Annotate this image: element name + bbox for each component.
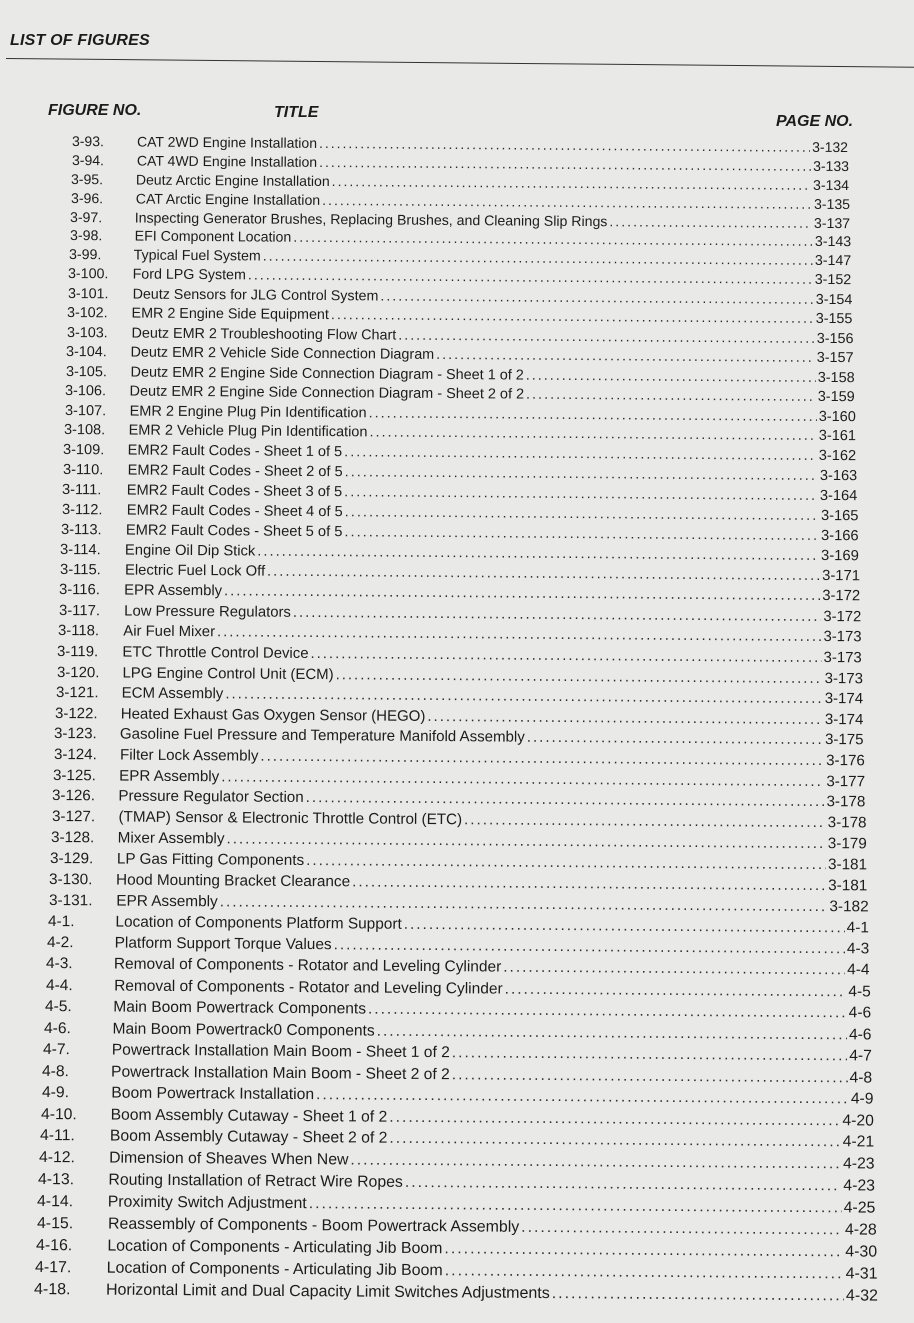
figure-number: 3-116. [59, 582, 101, 599]
dot-leader [311, 645, 822, 666]
figure-number: 3-129. [50, 849, 94, 868]
dot-leader [316, 1086, 849, 1108]
figure-page-number: 3-173 [824, 669, 863, 687]
figure-number: 4-6. [43, 1019, 71, 1037]
dot-leader [219, 893, 827, 916]
dot-leader [368, 405, 816, 425]
figure-title: EMR2 Fault Codes - Sheet 4 of 5 [126, 502, 343, 521]
figure-title: Main Boom Powertrack Components [113, 998, 366, 1018]
figure-page-number: 4-25 [844, 1199, 876, 1217]
dot-leader [335, 666, 822, 687]
figure-page-number: 3-154 [815, 291, 853, 308]
figure-title: Filter Lock Assembly [119, 746, 259, 765]
figure-title: Mixer Assembly [117, 829, 225, 848]
figure-number: 3-114. [60, 541, 102, 559]
figure-title: Deutz Sensors for JLG Control System [132, 286, 379, 305]
figure-page-number: 4-5 [847, 983, 871, 1001]
figure-title: Low Pressure Regulators [123, 603, 291, 621]
figure-page-number: 3-178 [826, 793, 866, 811]
figure-page-number: 3-134 [813, 176, 850, 193]
figure-title: Deutz Arctic Engine Installation [135, 171, 330, 189]
dot-leader [405, 1174, 842, 1195]
figure-page-number: 3-147 [814, 253, 852, 270]
dot-leader [267, 564, 820, 584]
figure-title: Boom Assembly Cutaway - Sheet 1 of 2 [110, 1106, 388, 1126]
dot-leader [552, 1285, 844, 1305]
figure-title: Main Boom Powertrack0 Components [112, 1020, 375, 1040]
figure-page-number: 3-174 [825, 710, 864, 728]
figure-page-number: 3-169 [821, 547, 860, 565]
figure-number: 4-16. [35, 1236, 73, 1255]
figure-page-number: 3-166 [821, 527, 859, 545]
figure-title: Inspecting Generator Brushes, Replacing Brushes, and Cleaning Slip Rings [134, 209, 608, 230]
figure-title: Routing Installation of Retract Wire Ropes [108, 1171, 404, 1191]
figure-title: Air Fuel Mixer [123, 623, 215, 641]
figure-page-number: 3-171 [821, 568, 860, 585]
column-header-figure-no: FIGURE NO. [48, 102, 142, 119]
dot-leader [377, 1022, 847, 1044]
dot-leader [319, 135, 810, 155]
figure-number: 3-128. [50, 828, 95, 847]
figure-row [34, 1281, 878, 1308]
figure-title: Deutz EMR 2 Vehicle Side Connection Diagram [130, 344, 435, 363]
figure-title: Dimension of Sheaves When New [109, 1149, 349, 1169]
figure-page-number: 3-181 [828, 877, 868, 895]
figure-page-number: 3-162 [819, 448, 857, 465]
figure-page-number: 3-137 [813, 214, 851, 232]
figure-page-number: 4-23 [843, 1155, 875, 1173]
figure-page-number: 4-9 [850, 1090, 874, 1108]
figure-number: 3-120. [56, 663, 99, 681]
figure-page-number: 3-177 [826, 772, 866, 790]
dot-leader [444, 1240, 843, 1261]
dot-leader [319, 154, 811, 174]
figure-title: EMR 2 Engine Plug Pin Identification [129, 403, 367, 422]
figure-number: 3-109. [63, 442, 105, 459]
dot-leader [427, 707, 823, 727]
figure-number: 3-113. [60, 521, 102, 539]
figure-title: EMR2 Fault Codes - Sheet 1 of 5 [128, 442, 343, 461]
dot-leader [368, 1001, 847, 1023]
dot-leader [344, 464, 817, 484]
figure-number: 3-102. [67, 305, 109, 322]
dot-leader [527, 729, 823, 748]
figure-number: 3-94. [71, 151, 104, 169]
figure-title: Deutz EMR 2 Engine Side Connection Diagram - Sheet 2 of 2 [129, 383, 525, 403]
figure-page-number: 3-157 [817, 349, 854, 367]
dot-leader [306, 852, 826, 873]
figure-title: Deutz EMR 2 Engine Side Connection Diagram - Sheet 1 of 2 [130, 364, 524, 384]
dot-leader [344, 504, 818, 524]
figure-page-number: 4-21 [842, 1133, 875, 1152]
figure-number: 3-125. [53, 766, 97, 784]
dot-leader [389, 1130, 840, 1152]
figure-page-number: 4-6 [848, 1004, 872, 1022]
dot-leader [306, 789, 825, 810]
dot-leader [445, 1262, 844, 1283]
figure-title: LP Gas Fitting Components [117, 850, 305, 869]
column-header-title: TITLE [274, 104, 319, 121]
figure-page-number: 3-164 [820, 487, 858, 505]
figure-title: Heated Exhaust Gas Oxygen Sensor (HEGO) [120, 705, 426, 725]
dot-leader [263, 249, 813, 269]
dot-leader [526, 387, 816, 405]
dot-leader [225, 685, 823, 707]
dot-leader [369, 425, 816, 445]
figure-number: 4-1. [47, 913, 75, 931]
figure-title: (TMAP) Sensor & Electronic Throttle Control (ETC) [118, 808, 462, 829]
figure-title: ETC Throttle Control Device [122, 643, 309, 663]
dot-leader [332, 173, 811, 193]
dot-leader [398, 327, 815, 346]
figure-page-number: 3-152 [815, 272, 852, 289]
figure-page-number: 3-179 [827, 835, 867, 853]
figure-title: Proximity Switch Adjustment [108, 1193, 308, 1213]
dot-leader [464, 811, 826, 831]
figure-number: 4-11. [39, 1127, 75, 1145]
figure-page-number: 4-3 [847, 940, 870, 958]
figure-page-number: 3-181 [828, 856, 868, 874]
figure-number: 3-106. [65, 383, 107, 400]
figure-title: EPR Assembly [124, 582, 223, 600]
figure-page-number: 4-6 [848, 1025, 872, 1044]
figure-page-number: 3-159 [817, 389, 856, 406]
figure-number: 3-124. [53, 745, 97, 764]
figure-page-number: 3-173 [823, 649, 862, 667]
figure-title: Location of Components Platform Support [115, 913, 402, 933]
figure-title: Electric Fuel Lock Off [124, 562, 265, 580]
figure-title: EMR2 Fault Codes - Sheet 5 of 5 [125, 522, 343, 541]
figure-number: 3-115. [59, 562, 101, 579]
figure-number: 3-111. [62, 481, 102, 499]
figure-title: EPR Assembly [119, 767, 220, 785]
dot-leader [525, 367, 815, 385]
dot-leader [404, 916, 845, 937]
figure-page-number: 3-172 [822, 608, 861, 625]
figure-title: Removal of Components - Rotator and Leveling Cylinder [114, 956, 502, 977]
figure-page-number: 3-174 [824, 690, 864, 708]
figure-title: EMR2 Fault Codes - Sheet 2 of 5 [127, 462, 343, 481]
figure-title: Engine Oil Dip Stick [125, 542, 256, 560]
figure-number: 3-99. [68, 247, 102, 264]
dot-leader [389, 1108, 840, 1130]
figure-number: 3-127. [51, 808, 95, 826]
figure-title: EMR 2 Engine Side Equipment [131, 305, 330, 324]
figure-title: Powertrack Installation Main Boom - Sheet 1 of 2 [112, 1041, 451, 1062]
dot-leader [322, 192, 812, 212]
dot-leader [344, 484, 818, 504]
figure-number: 3-98. [69, 228, 102, 245]
figure-number: 3-121. [55, 684, 99, 702]
figure-page-number: 4-20 [842, 1112, 874, 1130]
dot-leader [380, 288, 814, 307]
figure-title: CAT 4WD Engine Installation [136, 152, 317, 170]
figure-title: LPG Engine Control Unit (ECM) [121, 664, 334, 683]
figure-page-number: 4-28 [844, 1221, 877, 1239]
figure-title: Location of Components - Articulating Jib Boom [107, 1237, 443, 1258]
figure-page-number: 4-4 [847, 961, 871, 979]
column-header-page-no: PAGE NO. [776, 113, 854, 130]
dot-leader [504, 980, 846, 1001]
figure-number: 3-96. [70, 189, 103, 207]
figure-number: 3-100. [68, 266, 109, 283]
dot-leader [504, 959, 846, 980]
figure-number: 4-4. [45, 976, 73, 994]
figure-title: Typical Fuel System [133, 247, 261, 265]
dot-leader [258, 544, 820, 564]
figure-title: ECM Assembly [121, 684, 224, 703]
figure-title: EMR2 Fault Codes - Sheet 3 of 5 [126, 482, 343, 501]
figure-number: 4-9. [41, 1084, 69, 1102]
figure-number: 4-18. [33, 1281, 71, 1299]
figure-number: 3-118. [57, 622, 99, 640]
figure-number: 4-3. [46, 955, 74, 973]
figure-page-number: 3-178 [827, 814, 867, 832]
figure-page-number: 3-176 [825, 751, 865, 770]
dot-leader [521, 1219, 843, 1240]
dot-leader [609, 213, 812, 231]
figure-title: Powertrack Installation Main Boom - Sheet 2 of 2 [111, 1063, 451, 1083]
figure-number: 3-105. [65, 363, 107, 380]
figure-page-number: 3-182 [829, 898, 869, 916]
figure-number: 3-101. [67, 285, 109, 303]
figure-page-number: 3-156 [816, 330, 854, 347]
figure-number: 4-13. [38, 1171, 75, 1189]
figure-page-number: 3-135 [813, 195, 850, 212]
dot-leader [452, 1066, 848, 1087]
figure-page-number: 3-165 [820, 507, 859, 525]
figure-title: Location of Components - Articulating Jib Boom [106, 1259, 443, 1280]
figure-number: 4-10. [40, 1105, 77, 1124]
dot-leader [309, 1195, 842, 1217]
figure-page-number: 3-161 [818, 428, 857, 445]
dot-leader [344, 524, 819, 544]
figure-number: 4-8. [42, 1062, 70, 1080]
figure-page-number: 4-8 [849, 1068, 873, 1087]
figure-title: Pressure Regulator Section [118, 787, 305, 807]
dot-leader [334, 937, 845, 959]
figure-number: 3-97. [69, 208, 103, 226]
figure-number: 3-126. [52, 787, 96, 805]
figure-title: Hood Mounting Bracket Clearance [116, 871, 351, 891]
figure-page-number: 3-172 [822, 588, 861, 605]
dot-leader [452, 1044, 848, 1065]
figure-number: 3-119. [57, 643, 99, 661]
figure-title: EPR Assembly [115, 892, 218, 911]
figure-page-number: 4-1 [846, 919, 869, 937]
figure-page-number: 3-173 [823, 628, 862, 646]
figure-title: CAT Arctic Engine Installation [135, 190, 320, 208]
figure-title: Boom Assembly Cutaway - Sheet 2 of 2 [109, 1128, 388, 1148]
figure-number: 3-108. [63, 422, 106, 439]
figure-number: 3-131. [48, 891, 93, 910]
figure-number: 3-122. [55, 704, 98, 722]
dot-leader [226, 830, 825, 852]
figure-page-number: 3-143 [814, 233, 851, 251]
figure-number: 4-12. [39, 1149, 76, 1167]
dot-leader [350, 1152, 841, 1174]
figure-number: 4-2. [47, 934, 74, 952]
figure-number: 4-15. [36, 1214, 73, 1233]
figure-page-number: 3-160 [818, 408, 856, 425]
figure-number: 3-95. [70, 170, 104, 188]
figure-page-number: 3-132 [812, 138, 849, 156]
figure-page-number: 4-7 [849, 1047, 873, 1065]
figure-number: 4-7. [43, 1041, 71, 1059]
figure-number: 3-117. [58, 602, 100, 619]
figure-page-number: 4-30 [844, 1243, 877, 1261]
figure-number: 4-17. [34, 1258, 72, 1277]
figure-title: Reassembly of Components - Boom Powertrack Assembly [107, 1215, 519, 1236]
dot-leader [248, 268, 813, 288]
figure-page-number: 4-31 [845, 1265, 878, 1283]
dot-leader [331, 307, 814, 327]
dot-leader [345, 444, 818, 464]
figure-title: EMR 2 Vehicle Plug Pin Identification [128, 422, 368, 441]
figure-number: 3-112. [61, 501, 103, 519]
dot-leader [436, 347, 815, 366]
figure-number: 4-14. [37, 1192, 74, 1211]
figure-number: 3-93. [71, 133, 104, 150]
dot-leader [353, 873, 827, 895]
figure-page-number: 4-23 [843, 1177, 876, 1195]
figure-number: 3-103. [66, 324, 108, 341]
figure-title: Gasoline Fuel Pressure and Temperature Manifold Assembly [120, 725, 526, 746]
figure-number: 3-123. [54, 725, 98, 743]
figure-title: Deutz EMR 2 Troubleshooting Flow Chart [131, 325, 397, 344]
figure-number: 3-107. [64, 402, 106, 420]
figure-number: 3-130. [49, 870, 93, 889]
figure-title: CAT 2WD Engine Installation [136, 133, 318, 151]
dot-leader [260, 747, 824, 768]
figure-number: 4-5. [44, 998, 72, 1016]
figure-number: 3-110. [62, 462, 104, 479]
dot-leader [293, 230, 813, 250]
figure-title: Horizontal Limit and Dual Capacity Limit Switches Adjustments [105, 1281, 550, 1303]
figure-title: Boom Powertrack Installation [110, 1084, 314, 1104]
dot-leader [224, 584, 820, 605]
figure-title: Removal of Components - Rotator and Leveling Cylinder [113, 977, 503, 998]
figure-page-number: 3-155 [816, 310, 853, 328]
figure-page-number: 3-133 [812, 157, 849, 174]
figure-title: Platform Support Torque Values [114, 934, 332, 954]
figure-page-number: 4-32 [845, 1287, 879, 1305]
figure-number: 3-104. [66, 344, 108, 361]
figure-page-number: 3-163 [819, 468, 858, 485]
figure-title: Ford LPG System [133, 266, 247, 284]
figure-page-number: 3-158 [817, 369, 855, 386]
figure-page-number: 3-175 [825, 731, 865, 749]
figure-title: EFI Component Location [134, 228, 291, 246]
page-title: LIST OF FIGURES [10, 32, 150, 49]
